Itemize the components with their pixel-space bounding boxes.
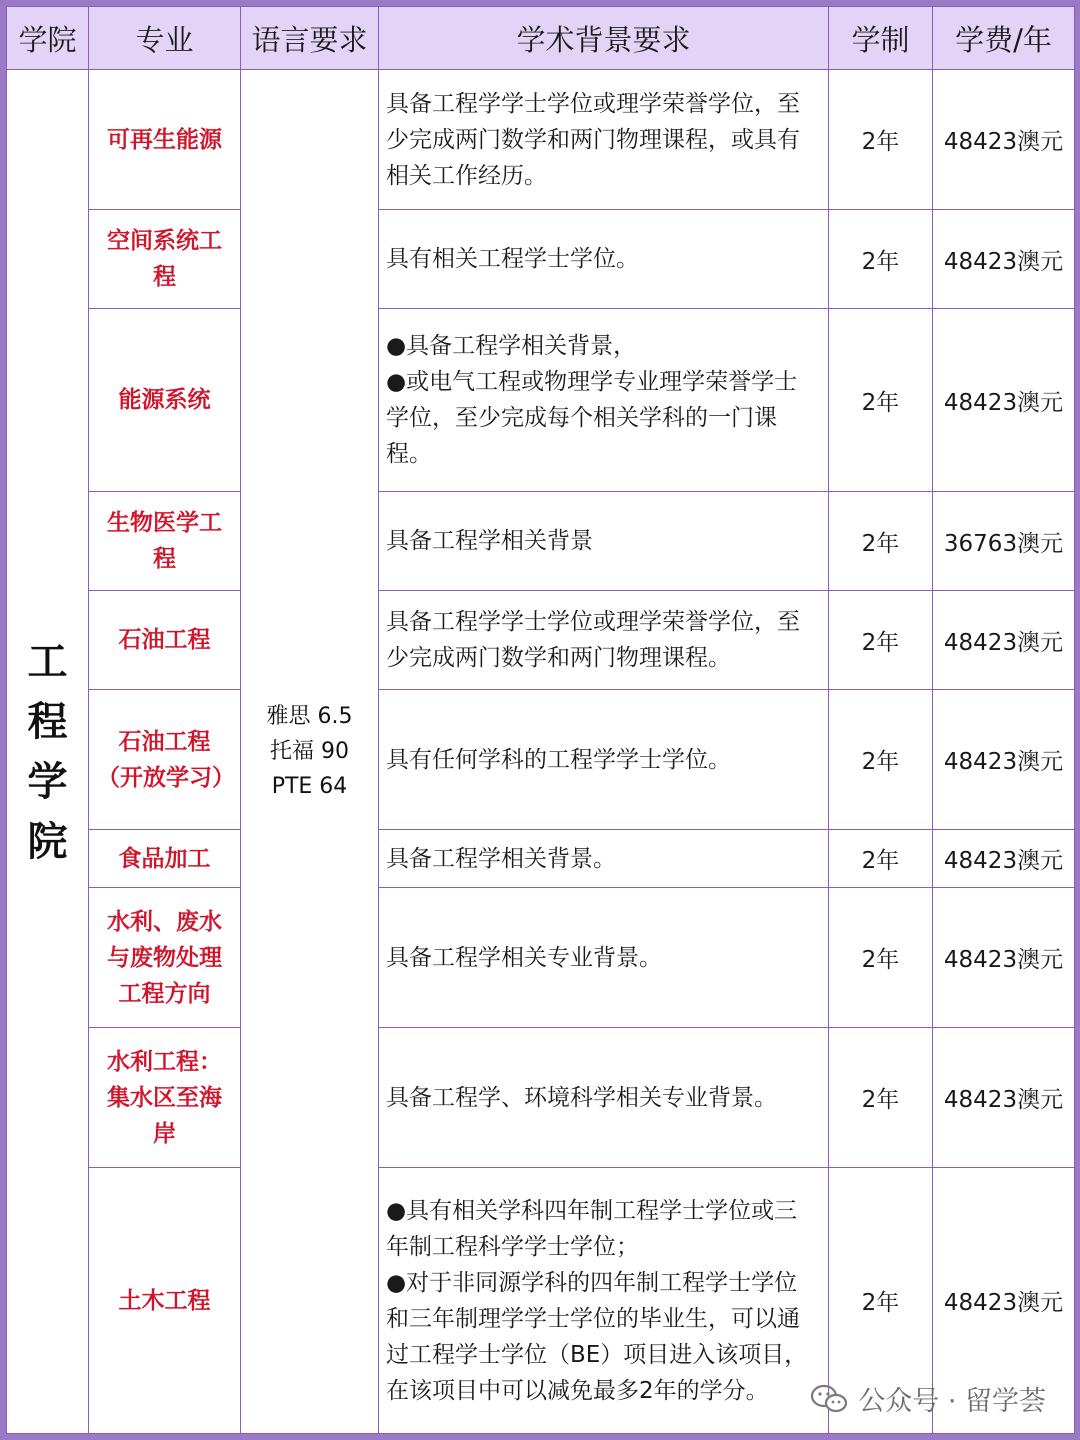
background-cell bbox=[379, 1168, 829, 1434]
background-line: ●具备工程学相关背景， bbox=[386, 333, 637, 359]
header-language: 语言要求 bbox=[241, 7, 379, 70]
table-row bbox=[7, 830, 1075, 888]
major-cell: 石油工程（开放学习） bbox=[89, 690, 241, 830]
major-cell: 可再生能源 bbox=[89, 70, 241, 210]
background-line: 具备工程学学士学位或理学荣誉学位，至少完成两门数学和两门物理课程，或具有相关工作经历。 bbox=[386, 90, 800, 189]
major-cell: 水利工程：集水区至海岸 bbox=[89, 1028, 241, 1168]
header-tuition: 学费/年 bbox=[933, 7, 1075, 70]
table-frame bbox=[6, 6, 1074, 1434]
header-duration: 学制 bbox=[829, 7, 933, 70]
background-cell bbox=[379, 591, 829, 690]
program-table bbox=[6, 6, 1075, 1434]
tuition-cell: 48423澳元 bbox=[933, 591, 1075, 690]
college-cell bbox=[7, 70, 89, 1434]
background-line: 具备工程学相关背景。 bbox=[386, 845, 616, 872]
background-cell bbox=[379, 309, 829, 492]
duration-cell: 2年 bbox=[829, 1168, 933, 1434]
background-cell bbox=[379, 888, 829, 1028]
major-cell: 水利、废水与废物处理工程方向 bbox=[89, 888, 241, 1028]
header-college: 学院 bbox=[7, 7, 89, 70]
table-row bbox=[7, 1028, 1075, 1168]
background-cell bbox=[379, 492, 829, 591]
tuition-cell: 48423澳元 bbox=[933, 830, 1075, 888]
major-cell: 空间系统工程 bbox=[89, 210, 241, 309]
language-cell bbox=[241, 70, 379, 1434]
duration-cell: 2年 bbox=[829, 591, 933, 690]
background-cell bbox=[379, 830, 829, 888]
college-char: 院 bbox=[27, 818, 68, 865]
duration-cell: 2年 bbox=[829, 70, 933, 210]
duration-cell: 2年 bbox=[829, 830, 933, 888]
background-line: 具备工程学、环境科学相关专业背景。 bbox=[386, 1084, 777, 1111]
tuition-cell: 48423澳元 bbox=[933, 210, 1075, 309]
duration-cell: 2年 bbox=[829, 690, 933, 830]
tuition-cell: 48423澳元 bbox=[933, 888, 1075, 1028]
ielts-requirement: 雅思 6.5 bbox=[266, 704, 353, 729]
table-row bbox=[7, 492, 1075, 591]
college-char: 学 bbox=[27, 758, 68, 805]
header-background: 学术背景要求 bbox=[379, 7, 829, 70]
table-row bbox=[7, 70, 1075, 210]
background-line: ●对于非同源学科的四年制工程学士学位和三年制理学学士学位的毕业生，可以通过工程学士学位（BE）项目进入该项目，在该项目中可以减免最多2年的学分。 bbox=[386, 1269, 808, 1404]
watermark bbox=[810, 1379, 1046, 1418]
pte-requirement: PTE 64 bbox=[271, 774, 348, 799]
background-line: 具备工程学学士学位或理学荣誉学位，至少完成两门数学和两门物理课程。 bbox=[386, 609, 800, 671]
college-char: 程 bbox=[27, 698, 68, 745]
tuition-cell: 36763澳元 bbox=[933, 492, 1075, 591]
background-cell bbox=[379, 70, 829, 210]
background-cell bbox=[379, 690, 829, 830]
background-cell bbox=[379, 210, 829, 309]
header-major: 专业 bbox=[89, 7, 241, 70]
table-row bbox=[7, 309, 1075, 492]
table-row bbox=[7, 690, 1075, 830]
background-line: 具有任何学科的工程学学士学位。 bbox=[386, 746, 731, 773]
tuition-cell: 48423澳元 bbox=[933, 70, 1075, 210]
tuition-cell: 48423澳元 bbox=[933, 1028, 1075, 1168]
major-cell: 能源系统 bbox=[89, 309, 241, 492]
major-cell: 食品加工 bbox=[89, 830, 241, 888]
major-cell: 石油工程 bbox=[89, 591, 241, 690]
duration-cell: 2年 bbox=[829, 1028, 933, 1168]
background-line: 具备工程学相关背景 bbox=[386, 528, 593, 554]
duration-cell: 2年 bbox=[829, 210, 933, 309]
toefl-requirement: 托福 90 bbox=[270, 739, 349, 764]
tuition-cell: 48423澳元 bbox=[933, 1168, 1075, 1434]
college-char: 工 bbox=[27, 638, 68, 685]
background-line: ●或电气工程或物理学专业理学荣誉学士学位，至少完成每个相关学科的一门课程。 bbox=[386, 369, 798, 467]
background-cell bbox=[379, 1028, 829, 1168]
table-row bbox=[7, 591, 1075, 690]
header-row bbox=[7, 7, 1075, 70]
tuition-cell: 48423澳元 bbox=[933, 690, 1075, 830]
background-line: 具有相关工程学士学位。 bbox=[386, 246, 639, 272]
background-line: ●具有相关学科四年制工程学士学位或三年制工程科学学士学位； bbox=[386, 1197, 798, 1260]
major-cell: 土木工程 bbox=[89, 1168, 241, 1434]
table-row bbox=[7, 888, 1075, 1028]
duration-cell: 2年 bbox=[829, 888, 933, 1028]
table-row bbox=[7, 210, 1075, 309]
duration-cell: 2年 bbox=[829, 309, 933, 492]
wechat-icon bbox=[810, 1384, 848, 1414]
duration-cell: 2年 bbox=[829, 492, 933, 591]
tuition-cell: 48423澳元 bbox=[933, 309, 1075, 492]
watermark-text: 公众号 · 留学荟 bbox=[858, 1386, 1046, 1417]
background-line: 具备工程学相关专业背景。 bbox=[386, 944, 662, 971]
major-cell: 生物医学工程 bbox=[89, 492, 241, 591]
